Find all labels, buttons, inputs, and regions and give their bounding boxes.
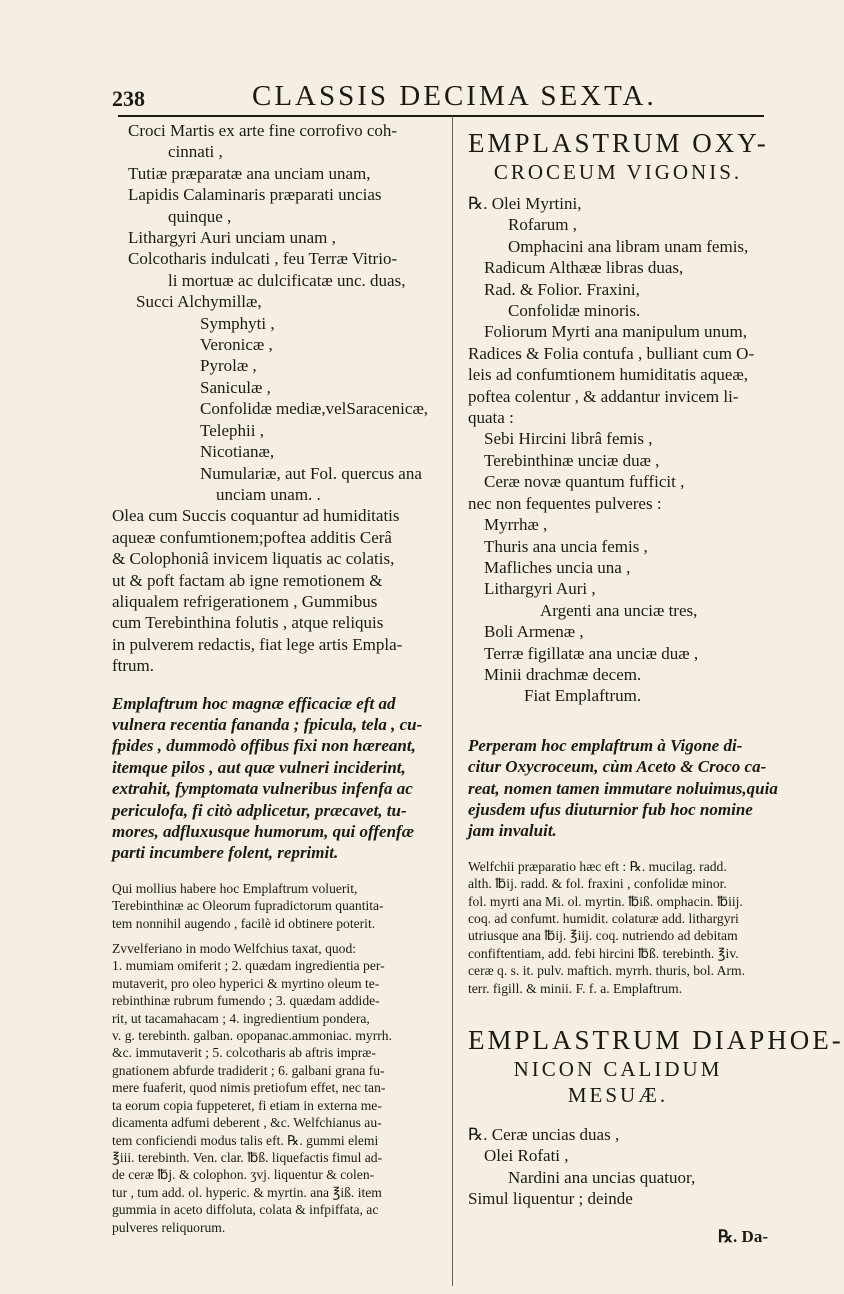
recipe-line: Saniculæ , [200,377,271,397]
recipe-line: ℞. Olei Myrtini, [468,194,582,213]
recipe-line: Symphyti , [200,313,275,333]
text-line: Olea cum Succis coquantur ad humiditatis [112,506,400,526]
small-text-line: gnationem abfurde tradiderit ; 6. galbani grana fu- [112,1062,385,1078]
recipe-line: Foliorum Myrti ana manipulum unum, [484,322,748,342]
header-rule [118,115,764,117]
small-text-line: 1. mumiam omiferit ; 2. quædam ingredientia per- [112,958,385,974]
small-text-line: mere fuaferit, quod nimis pretiofum effet, nec tan- [112,1080,386,1096]
text-line: ut & poft factam ab igne remotionem & [112,570,383,590]
recipe-line: Rad. & Folior. Fraxini, [484,279,640,299]
note-line: Emplaftrum hoc magnæ efficaciæ eft ad [112,693,396,713]
recipe-line: quata : [468,408,514,428]
small-text-line: v. g. terebinth. galban. opopanac.ammoniac. myrrh. [112,1028,392,1044]
recipe-line: poftea colentur , & addantur invicem li- [468,386,739,406]
text-line: in pulverem redactis, fiat lege artis Empla- [112,634,403,654]
recipe-line: Ceræ novæ quantum fufficit , [484,472,685,492]
small-text-line: Welfchii præparatio hæc eft : ℞. mucilag. radd. [468,858,727,874]
recipe-line: Rofarum , [508,215,577,235]
text-line: & Colophoniâ invicem liquatis ac colatis, [112,549,395,569]
small-text-line: fol. myrti ana Mi. ol. myrtin. ℔iß. omphacin. ℔iij. [468,893,743,909]
small-text-line: mutaverit, pro oleo hyperici & myrtino oleum te- [112,975,380,991]
recipe-line: Numulariæ, aut Fol. quercus ana [200,463,422,483]
small-text-line: rebinthinæ rubrum fumendo ; 3. quædam addide- [112,993,380,1009]
small-text-line: coq. ad confumt. humidit. colaturæ add. lithargyri [468,911,739,926]
recipe-line: li mortuæ ac dulcificatæ unc. duas, [168,270,406,290]
recipe-line: Omphacini ana libram unam femis, [508,236,749,256]
small-text-line: alth. ℔ij. radd. & fol. fraxini , confolidæ minor. [468,876,727,892]
recipe-line: Lithargyri Auri , [484,579,596,599]
recipe-line: ℞. Ceræ uncias duas , [468,1125,620,1145]
note-line: jam invaluit. [468,821,557,841]
recipe-line: Mafliches uncia una , [484,557,631,577]
note-line: mores, adfluxusque humorum, qui offenfæ [112,822,414,841]
recipe-line: Argenti ana unciæ tres, [540,600,698,620]
recipe-line: leis ad confumtionem humiditatis aqueæ, [468,365,748,385]
small-text-line: tur , tum add. ol. hyperic. & myrtin. ana ℥iß. item [112,1184,382,1200]
right-recipe-1 [468,193,768,707]
recipe-line: Nicotianæ, [200,442,275,462]
recipe-line: Olei Rofati , [484,1146,569,1166]
recipe-line: Confolidæ mediæ,velSaracenicæ, [200,399,429,419]
title-line: NICON CALIDUM [513,1057,723,1082]
recipe-line: Succi Alchymillæ, [136,292,262,312]
left-small-paragraph-1 [112,880,438,932]
title-emplastrum-oxycroceum [468,128,768,185]
note-line: Perperam hoc emplaftrum à Vigone di- [468,735,743,755]
recipe-line: Simul liquentur ; deinde [468,1189,633,1209]
note-line: extrahit, fymptomata vulneribus infenfa ac [112,779,413,799]
recipe-line: Terræ figillatæ ana unciæ duæ , [484,643,699,663]
small-text-line: gummia in aceto diffoluta, colata & infpiffata, ac [112,1202,379,1218]
note-line: citur Oxycroceum, cùm Aceto & Croco ca- [468,757,767,777]
small-text-line: ℥iii. terebinth. Ven. clar. ℔ß. liquefactis fimul ad- [112,1149,383,1165]
note-line: ejusdem ufus diuturnior fub hoc nomine [468,799,753,819]
title-line: EMPLASTRUM OXY- [468,128,769,158]
running-head: CLASSIS DECIMA SEXTA. [252,80,657,112]
recipe-line: Sebi Hircini librâ femis , [484,429,653,449]
left-italic-note [112,693,438,864]
recipe-line: Nardini ana uncias quatuor, [508,1167,696,1187]
title-line: CROCEUM VIGONIS. [493,160,743,184]
small-text-line: ceræ q. s. it. pulv. maftich. myrrh. thuris, bol. Arm. [468,963,745,979]
recipe-line: Boli Armenæ , [484,622,584,642]
small-text-line: utriusque ana ℔ij. ℥iij. coq. nutriendo ad debitam [468,928,738,944]
recipe-line: unciam unam. . [216,484,321,504]
recipe-line: Terebinthinæ unciæ duæ , [484,450,660,470]
text-line: cum Terebinthina folutis , atque reliquis [112,613,384,633]
recipe-line: Veronicæ , [200,335,273,355]
recipe-line: Lapidis Calaminaris præparati uncias [128,185,382,205]
title-line: EMPLASTRUM DIAPHOE- [468,1025,844,1056]
right-small-paragraph [468,858,768,997]
recipe-line: Radicum Althææ libras duas, [484,258,684,278]
small-text-line: rit, ut tacamahacam ; 4. ingredientium pondera, [112,1010,370,1026]
small-text-line: de ceræ ℔j. & colophon. ʒvj. liquentur & colen- [112,1167,375,1183]
catchword: ℞. Da- [717,1226,768,1246]
left-recipe [112,120,438,505]
note-line: reat, nomen tamen immutare noluimus,quia [468,778,778,798]
recipe-line: Myrrhæ , [484,515,548,535]
recipe-line: nec non fequentes pulveres : [468,493,662,513]
small-text-line: &c. immutaverit ; 5. colcotharis ab aftris impræ- [112,1045,376,1061]
recipe-line: Croci Martis ex arte fine corrofivo coh- [128,121,398,140]
recipe-line: Tutiæ præparatæ ana unciam unam, [128,163,371,183]
right-italic-note [468,735,778,842]
recipe-line: Telephii , [200,420,264,440]
recipe-line: Radices & Folia contufa , bulliant cum O- [468,343,755,363]
text-line: aqueæ confumtionem;poftea additis Cerâ [112,527,392,547]
small-text-line: confiftentiam, add. febi hircini ℔ß. terebinth. ℥iv. [468,945,739,961]
note-line: parti incumbere folent, reprimit. [112,843,339,863]
note-line: vulnera recentia fananda ; fpicula, tela , cu- [112,714,423,734]
small-text-line: Qui mollius habere hoc Emplaftrum voluerit, [112,880,358,896]
small-text-line: tem conficiendi modus talis eft. ℞. gummi elemi [112,1132,379,1148]
note-line: periculofa, fi citò adplicetur, præcavet, tu- [112,800,407,820]
page-number: 238 [112,86,145,111]
recipe-line: Pyrolæ , [200,356,257,376]
small-text-line: pulveres reliquorum. [112,1219,226,1235]
title-emplastrum-diaphoenicon [468,1025,844,1108]
text-line: ftrum. [112,656,155,676]
recipe-line: Minii drachmæ decem. [484,664,642,684]
recipe-line: Colcotharis indulcati , feu Terræ Vitrio- [128,249,398,269]
small-text-line: terr. figill. & minii. F. f. a. Emplaftrum. [468,980,683,996]
note-line: fpides , dummodò offibus fixi non hæreant, [112,736,416,756]
right-recipe-2 [468,1124,768,1210]
left-small-paragraph-2 [112,940,438,1236]
note-line: itemque pilos , aut quæ vulneri inciderint, [112,757,406,777]
small-text-line: Zvvelferiano in modo Welfchius taxat, quod: [112,941,357,957]
recipe-line: Fiat Emplaftrum. [524,686,642,706]
column-divider [452,116,453,1286]
small-text-line: dicamenta adfumi deberent , &c. Welfchianus au- [112,1115,382,1131]
recipe-line: quinque , [168,206,232,226]
recipe-line: cinnati , [168,142,223,162]
recipe-line: Thuris ana uncia femis , [484,536,648,556]
right-column [468,120,844,1247]
text-line: aliqualem refrigerationem , Gummibus [112,591,378,611]
recipe-line: Confolidæ minoris. [508,301,641,321]
left-paragraph [112,505,438,676]
title-line: MESUÆ. [567,1083,669,1108]
small-text-line: tem nonnihil augendo , facilè id obtinere poterit. [112,915,376,931]
recipe-line: Lithargyri Auri unciam unam , [128,228,336,248]
left-column [112,120,438,1236]
small-text-line: ta eorum copia fuppeteret, fi etiam in externa me- [112,1097,382,1113]
small-text-line: Terebinthinæ ac Oleorum fupradictorum quantita- [112,898,384,914]
